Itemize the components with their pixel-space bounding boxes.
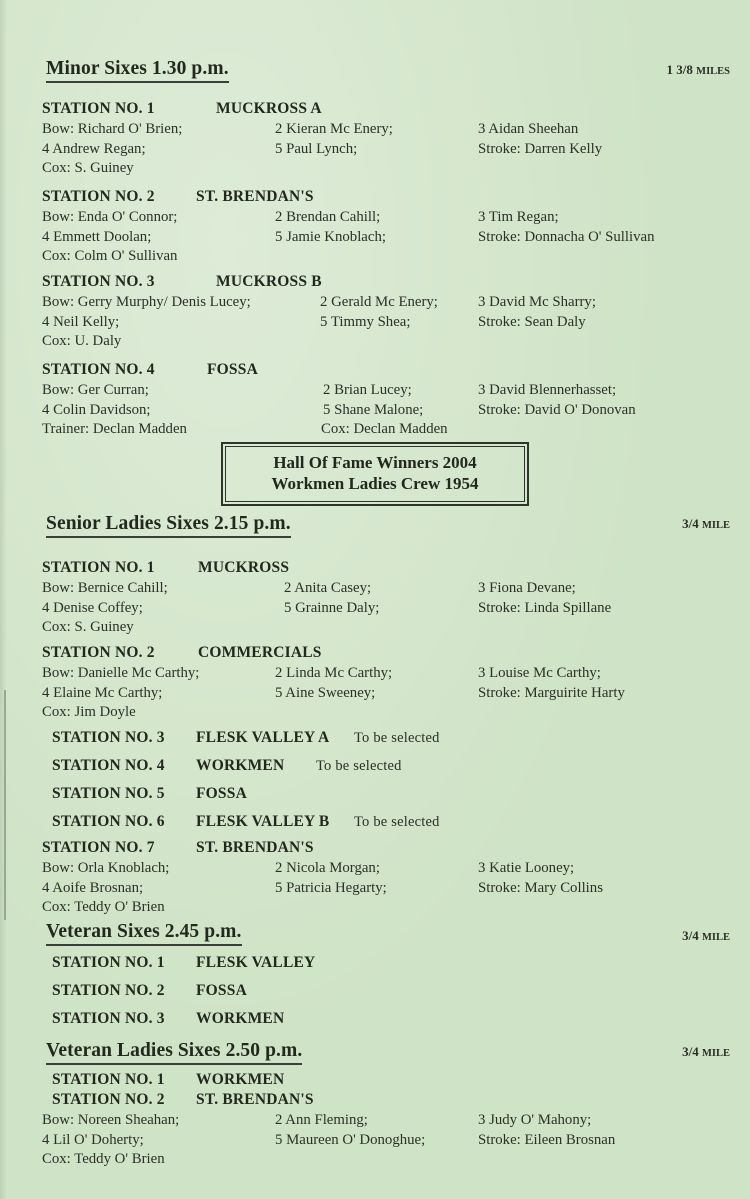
station-number: STATION NO. 3 <box>42 273 155 290</box>
crew-bow: Bow: Orla Knoblach; <box>42 860 170 876</box>
crew-cox: Cox: S. Guiney <box>42 619 134 635</box>
crew-bow: Bow: Bernice Cahill; <box>42 580 168 596</box>
section-title: Veteran Sixes 2.45 p.m. <box>46 921 242 946</box>
hall-of-fame-inner <box>225 446 525 502</box>
crew-three: 3 David Mc Sharry; <box>478 294 596 310</box>
crew-cox: Cox: U. Daly <box>42 333 122 349</box>
station-number: STATION NO. 4 <box>42 361 155 378</box>
crew-cox: Cox: S. Guiney <box>42 160 134 176</box>
crew-four: 4 Andrew Regan; <box>42 140 146 157</box>
crew-stroke: Stroke: Marguirite Harty <box>478 684 625 701</box>
section-heading-senior-ladies-sixes <box>46 513 291 538</box>
crew-cox: Cox: Jim Doyle <box>42 704 136 720</box>
station-number: STATION NO. 1 <box>52 954 165 971</box>
crew-three: 3 Katie Looney; <box>478 860 575 876</box>
crew-five: 5 Paul Lynch; <box>275 140 358 157</box>
section-title: Veteran Ladies Sixes 2.50 p.m. <box>46 1040 302 1065</box>
crew-bow: Bow: Richard O' Brien; <box>42 121 183 137</box>
crew-three: 3 Aidan Sheehan <box>478 121 579 137</box>
station-number: STATION NO. 1 <box>42 559 155 576</box>
crew-four: 4 Denise Coffey; <box>42 599 143 616</box>
station-note: To be selected <box>316 758 402 774</box>
crew-four: 4 Elaine Mc Carthy; <box>42 684 163 701</box>
crew-two: 2 Gerald Mc Enery; <box>320 294 438 310</box>
station-club: FLESK VALLEY A <box>196 729 330 746</box>
section-heading-veteran-ladies-sixes <box>46 1040 302 1065</box>
hall-of-fame-box <box>221 442 529 506</box>
station-number: STATION NO. 1 <box>52 1071 165 1088</box>
distance-unit: MILE <box>701 932 730 943</box>
section-distance-minor-sixes: 1 3/8 MILES <box>666 62 730 77</box>
station-number: STATION NO. 5 <box>52 785 165 802</box>
station-note: To be selected <box>354 814 440 830</box>
station-club: MUCKROSS A <box>216 100 322 117</box>
crew-four: 4 Lil O' Doherty; <box>42 1131 144 1148</box>
section-title: Senior Ladies Sixes 2.15 p.m. <box>46 513 291 538</box>
station-club: ST. BRENDAN'S <box>196 188 314 205</box>
crew-bow: Bow: Ger Curran; <box>42 382 149 398</box>
station-number: STATION NO. 2 <box>42 188 155 205</box>
station-number: STATION NO. 6 <box>52 813 165 830</box>
crew-five: 5 Aine Sweeney; <box>275 684 376 701</box>
crew-four: 4 Aoife Brosnan; <box>42 879 144 896</box>
crew-cox: Cox: Declan Madden <box>321 421 448 437</box>
crew-cox: Cox: Teddy O' Brien <box>42 1151 165 1167</box>
crew-three: 3 David Blennerhasset; <box>478 382 617 398</box>
crew-stroke: Stroke: Donnacha O' Sullivan <box>478 228 655 245</box>
crew-three: 3 Judy O' Mahony; <box>478 1112 592 1128</box>
station-number: STATION NO. 2 <box>52 982 165 999</box>
crew-four: 4 Colin Davidson; <box>42 401 151 418</box>
crew-two: 2 Ann Fleming; <box>275 1112 368 1128</box>
crew-five: 5 Shane Malone; <box>323 401 424 418</box>
crew-stroke: Stroke: Mary Collins <box>478 879 603 896</box>
crew-two: 2 Brendan Cahill; <box>275 209 381 225</box>
scan-edge-artifact <box>4 690 6 920</box>
crew-three: 3 Tim Regan; <box>478 209 559 225</box>
crew-two: 2 Brian Lucey; <box>323 382 412 398</box>
hall-of-fame-line-2: Workmen Ladies Crew 1954 <box>271 474 479 493</box>
crew-two: 2 Kieran Mc Enery; <box>275 121 393 137</box>
section-heading-minor-sixes <box>46 58 229 83</box>
crew-cox: Cox: Teddy O' Brien <box>42 899 165 915</box>
section-title: Minor Sixes 1.30 p.m. <box>46 58 229 83</box>
station-number: STATION NO. 2 <box>42 644 155 661</box>
section-heading-veteran-sixes <box>46 921 242 946</box>
station-club: MUCKROSS B <box>216 273 322 290</box>
crew-five: 5 Patricia Hegarty; <box>275 879 387 896</box>
station-number: STATION NO. 7 <box>42 839 155 856</box>
station-number: STATION NO. 3 <box>52 729 165 746</box>
crew-stroke: Stroke: Linda Spillane <box>478 599 612 616</box>
station-club: ST. BRENDAN'S <box>196 839 314 856</box>
crew-four: 4 Emmett Doolan; <box>42 228 152 245</box>
section-distance-veteran-ladies-sixes: 3/4 MILE <box>682 1044 730 1059</box>
crew-two: 2 Nicola Morgan; <box>275 860 380 876</box>
crew-stroke: Stroke: Sean Daly <box>478 313 586 330</box>
crew-bow: Bow: Gerry Murphy/ Denis Lucey; <box>42 294 251 310</box>
station-note: To be selected <box>354 730 440 746</box>
station-club: WORKMEN <box>196 757 285 774</box>
crew-bow: Bow: Danielle Mc Carthy; <box>42 665 200 681</box>
station-club: ST. BRENDAN'S <box>196 1091 314 1108</box>
section-distance-veteran-sixes: 3/4 MILE <box>682 928 730 943</box>
station-club: MUCKROSS <box>198 559 290 576</box>
distance-unit: MILE <box>701 520 730 531</box>
crew-three: 3 Fiona Devane; <box>478 580 576 596</box>
crew-two: 2 Linda Mc Carthy; <box>275 665 393 681</box>
crew-trainer: Trainer: Declan Madden <box>42 421 187 437</box>
station-club: WORKMEN <box>196 1071 285 1088</box>
station-number: STATION NO. 2 <box>52 1091 165 1108</box>
crew-five: 5 Timmy Shea; <box>320 313 411 330</box>
crew-three: 3 Louise Mc Carthy; <box>478 665 601 681</box>
crew-bow: Bow: Noreen Sheahan; <box>42 1112 180 1128</box>
crew-five: 5 Grainne Daly; <box>284 599 380 616</box>
station-club: COMMERCIALS <box>198 644 322 661</box>
station-club: FLESK VALLEY <box>196 954 316 971</box>
distance-unit: MILES <box>696 66 730 77</box>
crew-five: 5 Maureen O' Donoghue; <box>275 1131 426 1148</box>
crew-two: 2 Anita Casey; <box>284 580 372 596</box>
crew-four: 4 Neil Kelly; <box>42 313 120 330</box>
crew-cox: Cox: Colm O' Sullivan <box>42 248 178 264</box>
station-club: FOSSA <box>196 982 247 999</box>
station-club: WORKMEN <box>196 1010 285 1027</box>
distance-unit: MILE <box>701 1048 730 1059</box>
station-club: FOSSA <box>207 361 258 378</box>
hall-of-fame-line-1: Hall Of Fame Winners 2004 <box>273 453 477 472</box>
crew-stroke: Stroke: David O' Donovan <box>478 401 636 418</box>
crew-stroke: Stroke: Eileen Brosnan <box>478 1131 616 1148</box>
station-club: FLESK VALLEY B <box>196 813 330 830</box>
crew-bow: Bow: Enda O' Connor; <box>42 209 178 225</box>
station-club: FOSSA <box>196 785 247 802</box>
crew-five: 5 Jamie Knoblach; <box>275 228 386 245</box>
station-number: STATION NO. 4 <box>52 757 165 774</box>
section-distance-senior-ladies-sixes: 3/4 MILE <box>682 516 730 531</box>
station-number: STATION NO. 3 <box>52 1010 165 1027</box>
crew-stroke: Stroke: Darren Kelly <box>478 140 603 157</box>
station-number: STATION NO. 1 <box>42 100 155 117</box>
